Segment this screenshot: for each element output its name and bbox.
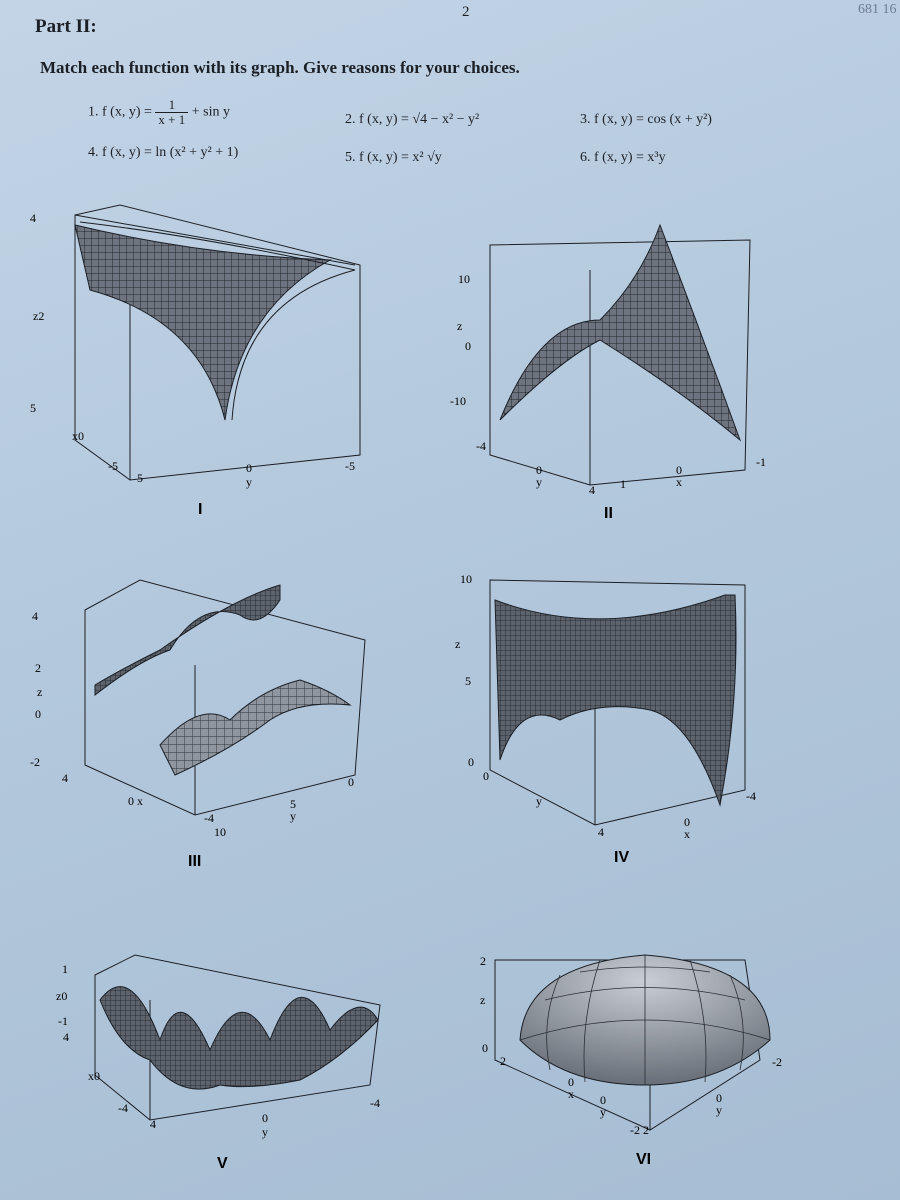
graph-iii-z-tick-2: 2: [35, 661, 41, 675]
graph-v-tick-4b: 4: [150, 1117, 156, 1131]
graph-ii-z-tick-10: 10: [458, 272, 470, 286]
graph-ii-x-label: x: [676, 475, 682, 489]
graph-v-tick-neg4b: -4: [370, 1096, 380, 1110]
graph-vi: [495, 955, 770, 1130]
graph-v-label: V: [217, 1155, 228, 1172]
graph-iii-tick-4: 4: [62, 771, 68, 785]
function-6: 6. f (x, y) = x³y: [580, 150, 666, 165]
graph-ii-z-tick-0: 0: [465, 339, 471, 353]
graph-iii-y-label: y: [290, 809, 296, 823]
graph-v-tick-4: 4: [63, 1030, 69, 1044]
graph-iv-tick-0b: 0: [483, 769, 489, 783]
graph-ii-tick-neg4: -4: [476, 439, 486, 453]
graph-iv-tick-neg4: -4: [746, 789, 756, 803]
page-number: 2: [462, 4, 470, 20]
graph-iii-z-tick-neg2: -2: [30, 755, 40, 769]
graph-i-tick-c: 0: [246, 461, 252, 475]
graph-i: [75, 205, 360, 480]
graph-vi-y-tick-0a: 0: [600, 1093, 606, 1107]
graph-iv-z-tick-10: 10: [460, 572, 472, 586]
graph-i-tick-b: 5: [137, 471, 143, 485]
graph-vi-y-tick-0b: 0: [716, 1091, 722, 1105]
graph-ii-y-tick-0: 0: [536, 463, 542, 477]
graph-iv-tick-4: 4: [598, 825, 604, 839]
function-3: 3. f (x, y) = cos (x + y²): [580, 112, 712, 127]
graph-iv: [490, 580, 745, 825]
graph-v-z-tick-neg1: -1: [58, 1014, 68, 1028]
graph-ii-tick-1: 1: [620, 477, 626, 491]
graph-ii: [490, 225, 750, 485]
graph-vi-z-tick-2: 2: [480, 954, 486, 968]
graph-ii-tick-4: 4: [589, 483, 595, 497]
graph-i-z-label: z2: [33, 309, 45, 323]
graph-v-tick-neg4: -4: [118, 1101, 128, 1115]
graph-v-y-tick-0: 0: [262, 1111, 268, 1125]
graph-vi-z-tick-0: 0: [482, 1041, 488, 1055]
graph-v-z-label: z0: [56, 989, 68, 1003]
graph-i-tick-d: -5: [345, 459, 355, 473]
graph-v: [95, 955, 380, 1120]
graph-v-x-label: x0: [88, 1069, 100, 1083]
section-heading: Part II:: [35, 16, 97, 37]
graph-iv-z-tick-0: 0: [468, 755, 474, 769]
function-1: 1. f (x, y) = $\frac{1}{x + 1}$ + sin y: [88, 97, 230, 127]
graph-iv-z-label: z: [455, 637, 461, 651]
graph-i-y-label: y: [246, 475, 252, 489]
graph-vi-y-label-b: y: [716, 1103, 722, 1117]
graph-i-z-tick-5: 5: [30, 401, 36, 415]
graph-i-x-label: x0: [72, 429, 84, 443]
instructions-text: Match each function with its graph. Give reasons for your choices.: [40, 58, 520, 77]
graph-iii-label: III: [188, 853, 202, 870]
graph-vi-tick-2: 2: [500, 1054, 506, 1068]
graph-iii-tick-10: 10: [214, 825, 226, 839]
graph-vi-x-label: x: [568, 1087, 574, 1101]
graph-vi-z-label: z: [480, 993, 486, 1007]
graph-vi-tick-neg2: -2: [772, 1055, 782, 1069]
graph-vi-tick-neg2-2: -2 2: [630, 1123, 649, 1137]
graph-iv-y-label: y: [536, 794, 542, 808]
function-4: 4. f (x, y) = ln (x² + y² + 1): [88, 145, 239, 160]
graph-i-tick-a: -5: [108, 459, 118, 473]
graph-ii-label: II: [604, 505, 613, 522]
graph-vi-x-tick-0: 0: [568, 1075, 574, 1089]
function-5: 5. f (x, y) = x² √y: [345, 150, 442, 165]
graph-ii-tick-neg1: -1: [756, 455, 766, 469]
graph-iii-x-label: 0 x: [128, 794, 143, 808]
graph-iii-y-tick-5: 5: [290, 797, 296, 811]
graph-vi-y-label-a: y: [600, 1105, 606, 1119]
graph-iv-z-tick-5: 5: [465, 674, 471, 688]
function-2: 2. f (x, y) = √4 − x² − y²: [345, 112, 480, 127]
graph-v-z-tick-1: 1: [62, 962, 68, 976]
graph-iii-z-tick-4: 4: [32, 609, 38, 623]
function-1-fraction: $\frac{1}{x + 1}$: [155, 98, 188, 127]
graph-i-label: I: [198, 501, 203, 518]
graph-v-y-label: y: [262, 1125, 268, 1139]
graph-ii-z-label: z: [457, 319, 463, 333]
graph-iv-label: IV: [614, 849, 630, 866]
graph-iv-x-tick-0: 0: [684, 815, 690, 829]
graph-iv-x-label: x: [684, 827, 690, 841]
graph-iii-z-tick-0: 0: [35, 707, 41, 721]
graph-ii-z-tick-neg10: -10: [450, 394, 466, 408]
graph-iii-z-label: z: [37, 685, 43, 699]
graph-i-z-tick-4: 4: [30, 211, 36, 225]
graph-ii-x-tick-0: 0: [676, 463, 682, 477]
graph-ii-y-label: y: [536, 475, 542, 489]
graph-iii-tick-neg4: -4: [204, 811, 214, 825]
graph-vi-label: VI: [636, 1151, 652, 1168]
corner-number: 681 16: [858, 2, 897, 17]
graph-iii: [85, 580, 365, 815]
graph-iii-tick-0: 0: [348, 775, 354, 789]
